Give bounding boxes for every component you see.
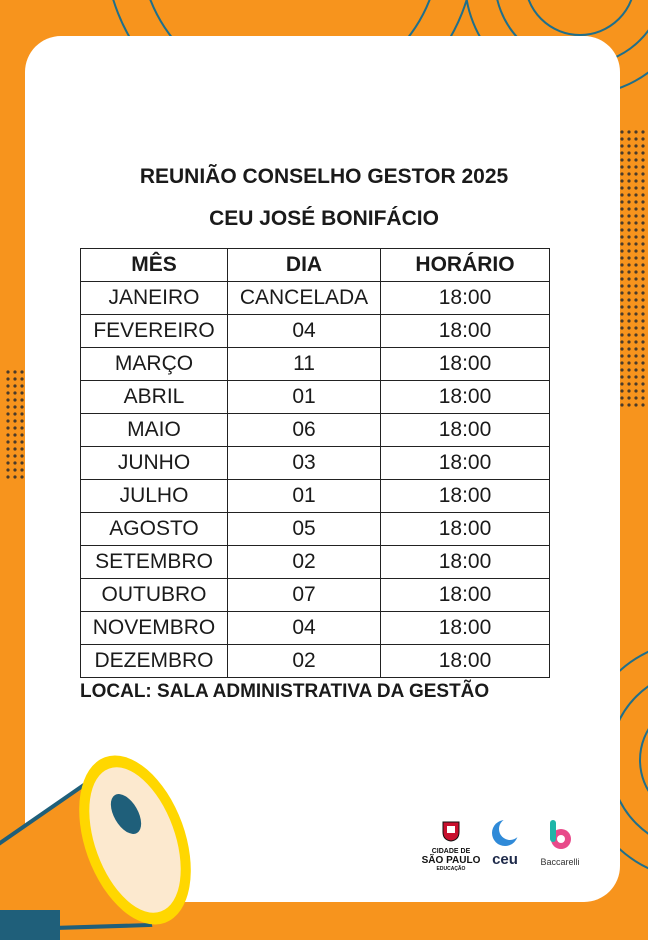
table-row (81, 381, 550, 414)
dot-decoration (6, 447, 9, 450)
dot-decoration (620, 361, 623, 364)
dot-decoration (620, 389, 623, 392)
dot-decoration (634, 403, 637, 406)
dot-decoration (20, 398, 23, 401)
dot-decoration (634, 326, 637, 329)
dot-decoration (641, 354, 644, 357)
dot-decoration (20, 433, 23, 436)
table-row (81, 447, 550, 480)
dot-decoration (6, 384, 9, 387)
table-row (81, 348, 550, 381)
dot-decoration (627, 319, 630, 322)
dot-decoration (634, 137, 637, 140)
dot-decoration (620, 144, 623, 147)
dot-decoration (6, 454, 9, 457)
dot-decoration (627, 305, 630, 308)
cell-day: 02 (228, 645, 381, 678)
dot-decoration (20, 377, 23, 380)
cell-month: OUTUBRO (81, 579, 228, 612)
dot-decoration (641, 382, 644, 385)
dot-decoration (641, 193, 644, 196)
cell-month: DEZEMBRO (81, 645, 228, 678)
dot-decoration (627, 242, 630, 245)
sao-paulo-label-3: EDUCAÇÃO (436, 866, 466, 872)
dot-decoration (620, 200, 623, 203)
dot-decoration (641, 200, 644, 203)
dot-decoration (641, 403, 644, 406)
dot-decoration (620, 375, 623, 378)
dot-pattern-left (6, 370, 23, 478)
dot-decoration (620, 298, 623, 301)
dot-decoration (627, 151, 630, 154)
dot-decoration (634, 242, 637, 245)
dot-decoration (634, 305, 637, 308)
dot-decoration (634, 256, 637, 259)
dot-decoration (6, 398, 9, 401)
dot-decoration (641, 144, 644, 147)
dot-decoration (6, 475, 9, 478)
page-title: REUNIÃO CONSELHO GESTOR 2025 (139, 165, 509, 188)
page-subtitle: CEU JOSÉ BONIFÁCIO (209, 207, 439, 230)
table-row (81, 513, 550, 546)
dot-decoration (634, 193, 637, 196)
dot-decoration (20, 412, 23, 415)
dot-decoration (620, 319, 623, 322)
dot-decoration (620, 256, 623, 259)
dot-decoration (620, 263, 623, 266)
dot-decoration (6, 419, 9, 422)
cell-day: 04 (228, 315, 381, 348)
cell-month: JULHO (81, 480, 228, 513)
dot-decoration (641, 305, 644, 308)
dot-decoration (627, 333, 630, 336)
dot-decoration (641, 277, 644, 280)
table-row (81, 282, 550, 315)
dot-decoration (641, 158, 644, 161)
dot-decoration (13, 377, 16, 380)
dot-decoration (20, 461, 23, 464)
dot-decoration (620, 151, 623, 154)
dot-decoration (634, 235, 637, 238)
sao-paulo-label-1: CIDADE DE (431, 848, 471, 855)
dot-decoration (634, 312, 637, 315)
dot-decoration (13, 405, 16, 408)
baccarelli-label: Baccarelli (540, 857, 580, 867)
dot-decoration (6, 433, 9, 436)
cell-month: AGOSTO (81, 513, 228, 546)
dot-decoration (634, 277, 637, 280)
dot-decoration (634, 158, 637, 161)
dot-decoration (620, 291, 623, 294)
dot-decoration (634, 354, 637, 357)
dot-decoration (641, 361, 644, 364)
dot-decoration (620, 354, 623, 357)
ceu-logo-icon (488, 818, 522, 848)
cell-time: 18:00 (381, 513, 550, 546)
dot-decoration (620, 333, 623, 336)
dot-decoration (634, 389, 637, 392)
cell-time: 18:00 (381, 546, 550, 579)
dot-decoration (634, 333, 637, 336)
ceu-label: ceu (492, 851, 518, 868)
dot-decoration (6, 391, 9, 394)
dot-decoration (627, 389, 630, 392)
dot-decoration (634, 263, 637, 266)
dot-decoration (641, 151, 644, 154)
dot-decoration (20, 370, 23, 373)
dot-decoration (620, 347, 623, 350)
dot-decoration (13, 447, 16, 450)
cell-day: 11 (228, 348, 381, 381)
dot-decoration (641, 312, 644, 315)
cell-day: 05 (228, 513, 381, 546)
dot-decoration (634, 130, 637, 133)
dot-decoration (13, 419, 16, 422)
dot-decoration (20, 384, 23, 387)
dot-decoration (627, 354, 630, 357)
cell-day: CANCELADA (228, 282, 381, 315)
dot-decoration (627, 130, 630, 133)
dot-decoration (13, 454, 16, 457)
dot-decoration (641, 284, 644, 287)
dot-decoration (13, 426, 16, 429)
cell-time: 18:00 (381, 480, 550, 513)
dot-decoration (20, 419, 23, 422)
dot-decoration (641, 137, 644, 140)
dot-decoration (641, 375, 644, 378)
cell-month: MARÇO (81, 348, 228, 381)
table-row (81, 546, 550, 579)
sao-paulo-crest-icon (441, 820, 461, 842)
dot-decoration (641, 263, 644, 266)
dot-decoration (627, 361, 630, 364)
cell-month: FEVEREIRO (81, 315, 228, 348)
dot-decoration (620, 158, 623, 161)
column-header-time: HORÁRIO (381, 249, 550, 282)
sao-paulo-logo (420, 820, 482, 872)
dot-decoration (634, 151, 637, 154)
cell-day: 06 (228, 414, 381, 447)
table-row (81, 579, 550, 612)
dot-decoration (627, 158, 630, 161)
dot-decoration (627, 347, 630, 350)
dot-decoration (13, 461, 16, 464)
dot-decoration (620, 242, 623, 245)
dot-decoration (627, 298, 630, 301)
dot-decoration (13, 433, 16, 436)
dot-decoration (13, 370, 16, 373)
dot-decoration (13, 412, 16, 415)
dot-decoration (13, 391, 16, 394)
dot-decoration (641, 389, 644, 392)
dot-decoration (627, 256, 630, 259)
ceu-logo (488, 818, 522, 868)
dot-decoration (6, 370, 9, 373)
dot-decoration (641, 256, 644, 259)
arc-decoration (525, 0, 635, 35)
dot-decoration (641, 270, 644, 273)
dot-decoration (6, 468, 9, 471)
dot-decoration (634, 249, 637, 252)
dot-decoration (620, 396, 623, 399)
cell-time: 18:00 (381, 315, 550, 348)
location-note: LOCAL: SALA ADMINISTRATIVA DA GESTÃO (80, 681, 490, 702)
dot-decoration (627, 284, 630, 287)
dot-decoration (634, 144, 637, 147)
dot-decoration (641, 326, 644, 329)
dot-decoration (620, 368, 623, 371)
dot-decoration (641, 333, 644, 336)
dot-decoration (620, 277, 623, 280)
cell-day: 07 (228, 579, 381, 612)
partner-logos (420, 818, 590, 878)
dot-decoration (20, 447, 23, 450)
cell-time: 18:00 (381, 348, 550, 381)
dot-decoration (6, 440, 9, 443)
dot-decoration (6, 461, 9, 464)
table-row (81, 645, 550, 678)
dot-decoration (627, 270, 630, 273)
dot-decoration (627, 263, 630, 266)
dot-decoration (20, 405, 23, 408)
dot-decoration (641, 347, 644, 350)
dot-decoration (634, 291, 637, 294)
dot-decoration (20, 468, 23, 471)
dot-decoration (641, 249, 644, 252)
dot-decoration (627, 312, 630, 315)
dot-decoration (641, 396, 644, 399)
cell-day: 02 (228, 546, 381, 579)
cell-day: 01 (228, 480, 381, 513)
dot-decoration (20, 454, 23, 457)
dot-decoration (627, 249, 630, 252)
cell-time: 18:00 (381, 381, 550, 414)
dot-decoration (641, 242, 644, 245)
dot-decoration (627, 403, 630, 406)
dot-decoration (620, 137, 623, 140)
cell-time: 18:00 (381, 645, 550, 678)
dot-decoration (634, 298, 637, 301)
dot-decoration (13, 468, 16, 471)
dot-decoration (620, 403, 623, 406)
dot-decoration (13, 398, 16, 401)
dot-decoration (634, 319, 637, 322)
baccarelli-logo (530, 818, 590, 867)
dot-decoration (620, 326, 623, 329)
dot-decoration (620, 284, 623, 287)
dot-decoration (641, 291, 644, 294)
dot-decoration (620, 235, 623, 238)
dot-decoration (634, 200, 637, 203)
dot-decoration (627, 200, 630, 203)
dot-decoration (634, 270, 637, 273)
dot-decoration (620, 305, 623, 308)
table-row (81, 612, 550, 645)
dot-decoration (620, 312, 623, 315)
dot-decoration (627, 396, 630, 399)
cell-time: 18:00 (381, 612, 550, 645)
dot-decoration (627, 291, 630, 294)
table-row (81, 315, 550, 348)
dot-decoration (620, 340, 623, 343)
table-row (81, 480, 550, 513)
dot-decoration (634, 375, 637, 378)
column-header-day: DIA (228, 249, 381, 282)
dot-decoration (634, 361, 637, 364)
dot-decoration (20, 440, 23, 443)
cell-month: JUNHO (81, 447, 228, 480)
column-header-month: MÊS (81, 249, 228, 282)
cell-time: 18:00 (381, 414, 550, 447)
dot-decoration (620, 382, 623, 385)
dot-decoration (634, 396, 637, 399)
dot-decoration (13, 384, 16, 387)
sao-paulo-label-2: SÃO PAULO (421, 855, 481, 866)
dot-decoration (620, 193, 623, 196)
dot-decoration (20, 426, 23, 429)
dot-decoration (627, 193, 630, 196)
dot-decoration (641, 368, 644, 371)
dot-decoration (641, 130, 644, 133)
dot-decoration (634, 382, 637, 385)
cell-time: 18:00 (381, 579, 550, 612)
cell-month: ABRIL (81, 381, 228, 414)
table-row (81, 414, 550, 447)
dot-decoration (620, 249, 623, 252)
dot-decoration (6, 412, 9, 415)
dot-decoration (13, 475, 16, 478)
cell-day: 03 (228, 447, 381, 480)
cell-day: 04 (228, 612, 381, 645)
dot-decoration (627, 277, 630, 280)
dot-decoration (627, 375, 630, 378)
dot-decoration (627, 368, 630, 371)
dot-decoration (634, 347, 637, 350)
schedule-table (80, 248, 550, 678)
dot-decoration (627, 235, 630, 238)
cell-month: NOVEMBRO (81, 612, 228, 645)
dot-decoration (641, 298, 644, 301)
dot-decoration (620, 130, 623, 133)
arc-decoration (640, 700, 648, 820)
dot-decoration (627, 137, 630, 140)
dot-decoration (627, 382, 630, 385)
dot-decoration (627, 340, 630, 343)
cell-month: MAIO (81, 414, 228, 447)
dot-decoration (634, 284, 637, 287)
dot-decoration (13, 440, 16, 443)
megaphone-icon (0, 740, 210, 940)
dot-decoration (20, 475, 23, 478)
cell-month: JANEIRO (81, 282, 228, 315)
table-header-row (81, 249, 550, 282)
dot-decoration (634, 368, 637, 371)
cell-day: 01 (228, 381, 381, 414)
cell-time: 18:00 (381, 447, 550, 480)
dot-decoration (620, 270, 623, 273)
dot-decoration (627, 326, 630, 329)
dot-decoration (634, 340, 637, 343)
dot-decoration (641, 340, 644, 343)
cell-time: 18:00 (381, 282, 550, 315)
baccarelli-logo-icon (546, 818, 574, 852)
dot-decoration (627, 144, 630, 147)
dot-decoration (6, 426, 9, 429)
cell-month: SETEMBRO (81, 546, 228, 579)
dot-decoration (641, 319, 644, 322)
dot-decoration (6, 405, 9, 408)
dot-decoration (6, 377, 9, 380)
dot-decoration (641, 235, 644, 238)
dot-decoration (20, 391, 23, 394)
